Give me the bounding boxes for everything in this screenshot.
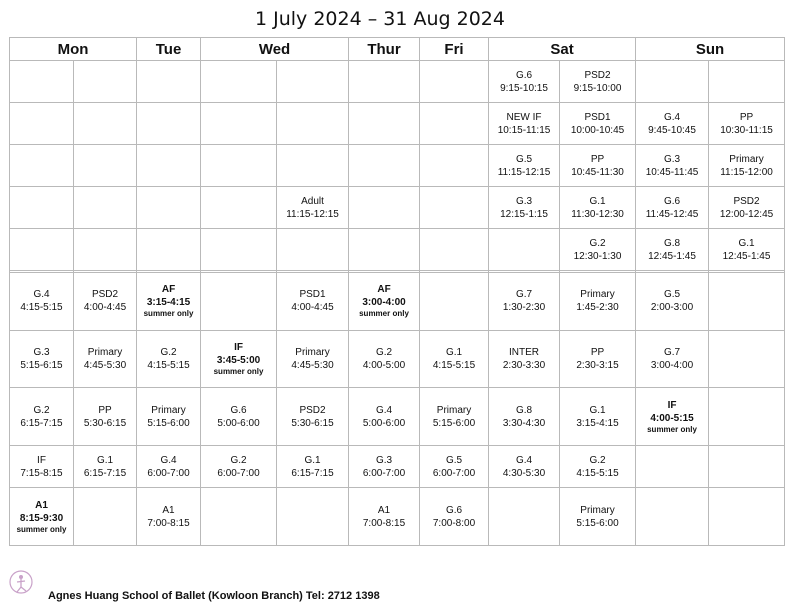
empty-cell	[277, 229, 349, 271]
class-name: G.3	[663, 153, 681, 165]
class-cell	[349, 446, 420, 488]
class-time: 11:15-12:15	[497, 166, 551, 178]
empty-cell	[201, 61, 277, 103]
class-name: G.7	[663, 347, 681, 359]
class-name: G.6	[663, 195, 681, 207]
class-name: G.2	[33, 404, 50, 416]
class-name: A1	[377, 504, 391, 516]
timetable-row	[10, 488, 785, 546]
class-cell	[349, 488, 420, 546]
empty-cell	[420, 145, 489, 187]
empty-cell	[636, 488, 709, 546]
class-name: Primary	[151, 404, 186, 416]
class-time: 7:15-8:15	[20, 467, 63, 479]
empty-cell	[10, 187, 74, 229]
class-cell	[420, 446, 489, 488]
class-cell	[420, 330, 489, 388]
class-cell	[201, 388, 277, 446]
class-time: 2:30-3:15	[576, 360, 619, 372]
class-cell	[349, 273, 420, 331]
timetable-row	[10, 229, 785, 271]
empty-cell	[137, 145, 201, 187]
class-name: G.4	[160, 454, 177, 466]
class-name: G.3	[33, 347, 50, 359]
class-time: 6:00-7:00	[432, 467, 476, 479]
class-time: 12:45-1:45	[722, 250, 771, 262]
class-cell	[277, 388, 349, 446]
class-name: Primary	[87, 347, 123, 359]
class-time: 6:15-7:15	[291, 467, 334, 479]
class-name: PSD2	[584, 69, 611, 81]
class-time: 4:15-5:15	[20, 302, 63, 314]
class-name: G.4	[663, 111, 681, 123]
empty-cell	[349, 229, 420, 271]
class-name: PP	[98, 404, 112, 416]
timetable-row	[10, 103, 785, 145]
class-time: 8:15-9:30	[19, 512, 64, 524]
class-cell	[10, 388, 74, 446]
class-cell	[636, 229, 709, 271]
class-cell	[137, 388, 201, 446]
class-cell	[709, 229, 785, 271]
class-cell	[489, 145, 560, 187]
class-cell	[277, 187, 349, 229]
class-time: 4:00-5:15	[650, 412, 694, 424]
school-logo-icon	[8, 569, 34, 601]
class-name: G.6	[445, 504, 463, 516]
class-time: 10:45-11:30	[571, 166, 624, 178]
day-header-thur: Thur	[349, 38, 420, 61]
class-time: 5:30-6:15	[291, 417, 334, 429]
empty-cell	[74, 187, 137, 229]
class-time: 3:00-4:00	[362, 297, 406, 309]
class-cell	[137, 488, 201, 546]
timetable-row	[10, 61, 785, 103]
class-name: G.1	[96, 454, 114, 466]
class-time: 9:45-10:45	[648, 124, 696, 136]
timetable-row	[10, 187, 785, 229]
class-cell	[489, 61, 560, 103]
day-header-fri: Fri	[420, 38, 489, 61]
class-cell	[489, 330, 560, 388]
class-cell	[489, 388, 560, 446]
class-cell	[560, 103, 636, 145]
class-time: 4:00-4:45	[83, 302, 127, 314]
empty-cell	[74, 145, 137, 187]
class-time: 12:30-1:30	[573, 250, 622, 262]
day-header-mon: Mon	[10, 38, 137, 61]
class-time: 6:00-7:00	[147, 467, 190, 479]
class-name: PSD1	[584, 111, 611, 123]
class-name: PP	[590, 347, 605, 359]
class-cell	[636, 145, 709, 187]
class-time: 9:15-10:00	[573, 82, 622, 94]
class-cell	[560, 61, 636, 103]
class-note: summer only	[359, 309, 409, 319]
empty-cell	[10, 103, 74, 145]
class-cell	[201, 330, 277, 388]
class-time: 4:45-5:30	[83, 360, 127, 372]
empty-cell	[201, 488, 277, 546]
class-name: G.5	[445, 454, 463, 466]
empty-cell	[709, 388, 785, 446]
class-time: 1:45-2:30	[576, 302, 619, 314]
class-time: 3:30-4:30	[502, 417, 546, 429]
class-name: A1	[35, 499, 48, 511]
class-name: G.3	[515, 195, 533, 207]
empty-cell	[137, 229, 201, 271]
timetable	[9, 37, 785, 546]
empty-cell	[709, 61, 785, 103]
empty-cell	[137, 103, 201, 145]
class-cell	[10, 330, 74, 388]
class-name: AF	[161, 284, 176, 296]
class-cell	[420, 388, 489, 446]
class-name: G.5	[515, 153, 533, 165]
class-time: 11:30-12:30	[571, 208, 624, 220]
class-cell	[349, 388, 420, 446]
class-name: Primary	[580, 504, 615, 516]
class-name: Primary	[580, 289, 615, 301]
class-name: Adult	[301, 195, 324, 207]
class-name: AF	[377, 284, 391, 296]
class-cell	[489, 273, 560, 331]
empty-cell	[10, 61, 74, 103]
class-time: 2:00-3:00	[650, 302, 694, 314]
class-cell	[74, 388, 137, 446]
class-cell	[560, 273, 636, 331]
empty-cell	[201, 187, 277, 229]
class-cell	[137, 330, 201, 388]
class-time: 5:15-6:15	[20, 360, 63, 372]
class-cell	[636, 273, 709, 331]
empty-cell	[349, 187, 420, 229]
empty-cell	[636, 61, 709, 103]
class-time: 9:15-10:15	[500, 82, 548, 94]
class-name: IF	[37, 454, 46, 466]
class-time: 5:30-6:15	[83, 417, 127, 429]
empty-cell	[420, 103, 489, 145]
empty-cell	[74, 229, 137, 271]
class-time: 7:00-8:15	[147, 517, 190, 529]
class-cell	[636, 388, 709, 446]
schedule-title: 1 July 2024 – 31 Aug 2024	[255, 8, 505, 30]
class-cell	[636, 103, 709, 145]
class-time: 3:15-4:15	[146, 297, 191, 309]
class-time: 3:45-5:00	[216, 355, 261, 367]
day-header-tue: Tue	[137, 38, 201, 61]
empty-cell	[277, 103, 349, 145]
class-time: 2:30-3:30	[502, 360, 546, 372]
class-name: PSD2	[91, 289, 119, 301]
day-header-row	[10, 38, 785, 61]
empty-cell	[489, 488, 560, 546]
empty-cell	[420, 61, 489, 103]
class-cell	[137, 446, 201, 488]
class-name: G.1	[304, 454, 321, 466]
class-cell	[636, 187, 709, 229]
class-time: 12:15-1:15	[500, 208, 548, 220]
class-cell	[277, 446, 349, 488]
class-name: G.2	[230, 454, 247, 466]
timetable-row	[10, 388, 785, 446]
class-cell	[560, 388, 636, 446]
class-name: G.4	[375, 404, 393, 416]
day-header-sun: Sun	[636, 38, 785, 61]
class-time: 6:15-7:15	[20, 417, 63, 429]
timetable-row	[10, 273, 785, 331]
class-time: 5:00-6:00	[362, 417, 406, 429]
class-note: summer only	[143, 309, 194, 319]
empty-cell	[277, 488, 349, 546]
class-cell	[349, 330, 420, 388]
empty-cell	[709, 446, 785, 488]
timetable-row	[10, 446, 785, 488]
class-name: G.5	[663, 289, 681, 301]
empty-cell	[349, 103, 420, 145]
class-cell	[560, 145, 636, 187]
class-time: 10:30-11:15	[720, 124, 773, 136]
class-note: summer only	[16, 524, 67, 534]
class-time: 6:00-7:00	[217, 467, 260, 479]
class-name: PP	[739, 111, 754, 123]
class-cell	[277, 273, 349, 331]
empty-cell	[277, 61, 349, 103]
class-note: summer only	[213, 367, 264, 377]
class-cell	[709, 145, 785, 187]
class-cell	[201, 446, 277, 488]
empty-cell	[201, 103, 277, 145]
class-name: G.1	[589, 195, 606, 207]
empty-cell	[489, 229, 560, 271]
class-time: 6:00-7:00	[362, 467, 406, 479]
day-header-wed: Wed	[201, 38, 349, 61]
class-cell	[709, 103, 785, 145]
class-time: 4:15-5:15	[576, 467, 619, 479]
class-time: 5:15-6:00	[576, 517, 619, 529]
class-cell	[74, 273, 137, 331]
class-name: G.2	[375, 347, 393, 359]
class-name: IF	[234, 342, 243, 354]
class-time: 7:00-8:15	[362, 517, 406, 529]
day-header-sat: Sat	[489, 38, 636, 61]
class-time: 11:45-12:45	[645, 208, 699, 220]
class-name: G.1	[738, 237, 755, 249]
class-time: 4:00-4:45	[291, 302, 334, 314]
class-cell	[560, 330, 636, 388]
empty-cell	[420, 229, 489, 271]
empty-cell	[10, 145, 74, 187]
class-time: 3:00-4:00	[650, 360, 694, 372]
class-time: 4:15-5:15	[147, 360, 190, 372]
class-name: Primary	[729, 153, 764, 165]
class-cell	[10, 446, 74, 488]
class-time: 4:00-5:00	[362, 360, 406, 372]
school-footer: Agnes Huang School of Ballet (Kowloon Branch) Tel: 2712 1398	[48, 590, 380, 602]
class-time: 12:45-1:45	[648, 250, 696, 262]
empty-cell	[201, 145, 277, 187]
class-cell	[10, 488, 74, 546]
class-cell	[560, 446, 636, 488]
empty-cell	[420, 273, 489, 331]
empty-cell	[137, 187, 201, 229]
class-name: G.4	[515, 454, 533, 466]
class-name: Primary	[295, 347, 330, 359]
class-name: INTER	[509, 347, 540, 359]
class-time: 7:00-8:00	[432, 517, 476, 529]
class-time: 4:30-5:30	[502, 467, 546, 479]
class-name: G.2	[160, 347, 177, 359]
class-time: 5:00-6:00	[217, 417, 260, 429]
class-name: IF	[667, 399, 677, 411]
empty-cell	[349, 145, 420, 187]
class-time: 4:45-5:30	[291, 360, 334, 372]
empty-cell	[420, 187, 489, 229]
empty-cell	[636, 446, 709, 488]
empty-cell	[709, 273, 785, 331]
empty-cell	[709, 330, 785, 388]
empty-cell	[277, 145, 349, 187]
empty-cell	[74, 103, 137, 145]
class-cell	[489, 446, 560, 488]
class-cell	[709, 187, 785, 229]
class-cell	[277, 330, 349, 388]
class-time: 1:30-2:30	[502, 302, 546, 314]
class-name: PSD2	[733, 195, 760, 207]
class-name: NEW IF	[506, 111, 542, 123]
timetable-row	[10, 330, 785, 388]
class-time: 5:15-6:00	[147, 417, 190, 429]
class-note: summer only	[647, 424, 697, 434]
class-name: G.8	[663, 237, 681, 249]
class-name: A1	[162, 504, 175, 516]
class-time: 11:15-12:00	[720, 166, 773, 178]
class-name: G.2	[589, 237, 606, 249]
empty-cell	[137, 61, 201, 103]
timetable-row	[10, 145, 785, 187]
class-cell	[420, 488, 489, 546]
empty-cell	[201, 229, 277, 271]
class-time: 10:45-11:45	[645, 166, 699, 178]
class-time: 5:15-6:00	[432, 417, 476, 429]
empty-cell	[10, 229, 74, 271]
class-name: G.6	[515, 69, 533, 81]
class-cell	[74, 330, 137, 388]
class-name: G.2	[589, 454, 606, 466]
class-name: G.1	[445, 347, 463, 359]
class-name: G.6	[230, 404, 247, 416]
empty-cell	[74, 488, 137, 546]
empty-cell	[74, 61, 137, 103]
class-cell	[560, 488, 636, 546]
class-time: 4:15-5:15	[432, 360, 476, 372]
class-cell	[10, 273, 74, 331]
empty-cell	[709, 488, 785, 546]
class-name: G.8	[515, 404, 533, 416]
timetable-body	[10, 61, 785, 546]
class-cell	[560, 187, 636, 229]
class-cell	[489, 103, 560, 145]
class-name: PP	[590, 153, 605, 165]
class-time: 12:00-12:45	[719, 208, 774, 220]
class-name: G.3	[375, 454, 393, 466]
class-name: G.7	[515, 289, 533, 301]
class-time: 10:00-10:45	[570, 124, 625, 136]
class-name: PSD1	[299, 289, 326, 301]
class-cell	[560, 229, 636, 271]
class-time: 3:15-4:15	[576, 417, 619, 429]
class-time: 11:15-12:15	[286, 208, 339, 220]
class-cell	[137, 273, 201, 331]
class-time: 10:15-11:15	[497, 124, 551, 136]
class-time: 6:15-7:15	[83, 467, 127, 479]
class-cell	[636, 330, 709, 388]
class-name: PSD2	[299, 404, 326, 416]
class-cell	[74, 446, 137, 488]
class-name: G.1	[589, 404, 606, 416]
empty-cell	[201, 273, 277, 331]
class-cell	[489, 187, 560, 229]
class-name: Primary	[436, 404, 472, 416]
class-name: G.4	[33, 289, 50, 301]
empty-cell	[349, 61, 420, 103]
